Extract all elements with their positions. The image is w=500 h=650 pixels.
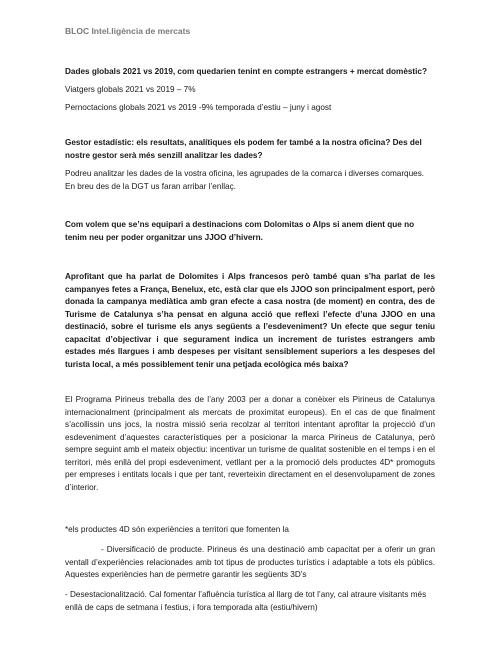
document-header: BLOC Intel.ligència de mercats [65, 26, 191, 36]
answer-travellers: Viatgers globals 2021 vs 2019 – 7% [65, 85, 196, 94]
question-olympic-games: Aprofitant que ha parlat de Dolomites i Alps francesos però també quan s’ha parlat de les campanyes fetes a França, Benelux, etc, està clar que els JJOO son principalment esport, però donada la campanya mediàtica amb gran efecte a casa nostra (de moment) en contra, des de Turisme de Catalunya s’ha pensat en alguna acció que reflexi l’efecte d’una JJOO en una destinació, sobre el turisme els anys següents a l’esdeveniment? Un efecte que segur teniu capacitat d’objectivar i que segurament indica un increment de turistes estrangers amb estades més llargues i amb despeses per visitant sensiblement superiors a les despeses del turista local, a més possiblement tenir una petjada ecològica més baixa? [65, 272, 435, 369]
question-global-data: Dades globals 2021 vs 2019, com quedarien tenint en compte estrangers + mercat domèstic? [65, 67, 427, 76]
question-dolomites-alps: Com volem que se’ns equipari a destinacions com Dolomitas o Alps si anem dient que no tenim neu per poder organitzar uns JJOO d’hivern. [65, 220, 415, 242]
answer-pyrenees-program: El Programa Pirineus treballa des de l’any 2003 per a donar a conèixer els Pirineus de Catalunya internacionalment (principalment als mercats de proximitat europeus). En el cas de que finalment s’acollissin uns jocs, la nostra missió seria recolzar al territori intentant aprofitar la projecció d’un esdeveniment d’aquestes característiques per a posicionar la marca Pirineus de Catalunya, però sempre seguint amb el mateix objectiu: incentivar un turisme de qualitat sostenible en el temps i en el territori, més enllà del propi esdeveniment, vetllant per a la promoció dels productes 4D* promoguts per empreses i entitats locals i que per tant, reverteixin directament en el desenvolupament de zones d’interior. [65, 395, 435, 492]
answer-statistics-manager: Podreu analitzar les dades de la vostra oficina, les agrupades de la comarca i diverses comarques. En breu des de la DGT us faran arribar l’enllaç. [65, 169, 425, 191]
bullet-product-diversification: - Diversificació de producte. Pirineus és una destinació amb capacitat per a oferir un gran ventall d’experiències relacionades amb tot tipus de productes turístics i adaptable a tots els públics. Aquestes experiències han de permetre garantir les següents 3D’s [65, 545, 435, 579]
footnote-4d-products: *els productes 4D són experiències a territori que fomenten la [65, 525, 289, 534]
bullet-deseasonalization: - Desestacionalització. Cal fomentar l’afluència turística al llarg de tot l’any, cal atraure visitants més enllà de caps de setmana i festius, i fora temporada alta (estiu/hivern) [65, 590, 427, 612]
answer-overnights: Pernoctacions globals 2021 vs 2019 -9% temporada d’estiu – juny i agost [65, 103, 332, 112]
question-statistics-manager: Gestor estadístic: els resultats, analítiques els podem fer també a la nostra oficina? Des del nostre gestor serà més senzill analitzar les dades? [65, 138, 422, 160]
